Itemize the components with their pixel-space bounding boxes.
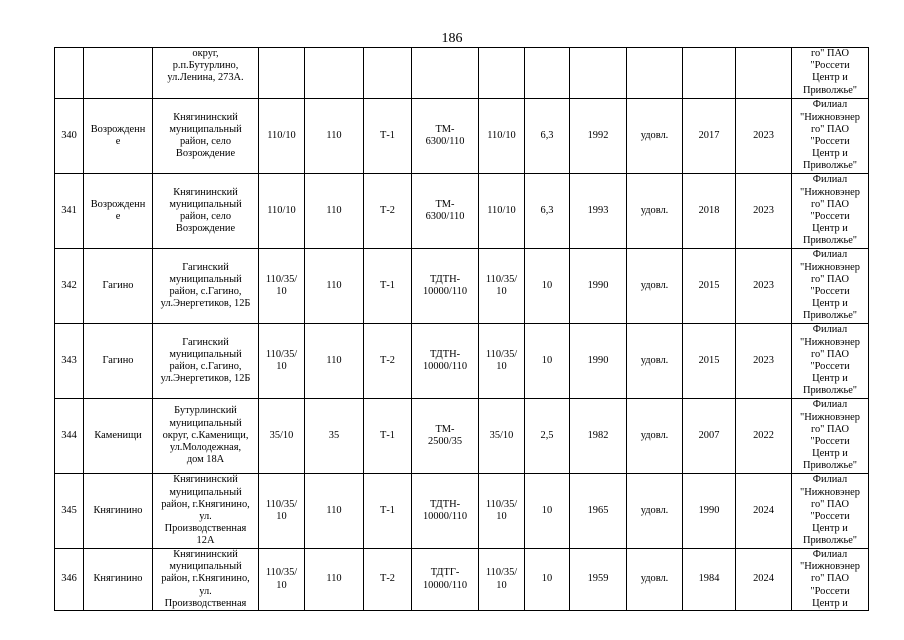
power-cell — [525, 48, 570, 99]
owner-cell: Филиал "Нижновэнер го" ПАО "Россети Центр и Приволжье" — [792, 324, 869, 399]
nominal-voltage-cell — [305, 48, 364, 99]
winding-voltage-cell: 110/10 — [479, 99, 525, 174]
row-number-cell: 341 — [55, 174, 84, 249]
manufacture-year-cell — [570, 48, 627, 99]
row-number-cell: 340 — [55, 99, 84, 174]
nominal-voltage-cell: 110 — [305, 324, 364, 399]
last-repair-year-cell: 1984 — [683, 549, 736, 611]
transformer-id-cell — [364, 48, 412, 99]
substation-name-cell: Гагино — [84, 249, 153, 324]
next-repair-year-cell: 2022 — [736, 399, 792, 474]
address-cell: Княгининский муниципальный район, село Возрождение — [153, 99, 259, 174]
condition-cell: удовл. — [627, 99, 683, 174]
row-number-cell: 343 — [55, 324, 84, 399]
power-cell: 6,3 — [525, 174, 570, 249]
winding-voltage-cell — [479, 48, 525, 99]
table-row-continued — [55, 48, 869, 99]
owner-cell: Филиал "Нижновэнер го" ПАО "Россети Центр и Приволжье" — [792, 399, 869, 474]
power-cell: 10 — [525, 249, 570, 324]
owner-cell: Филиал "Нижновэнер го" ПАО "Россети Центр и Приволжье" — [792, 99, 869, 174]
condition-cell: удовл. — [627, 474, 683, 549]
winding-voltage-cell: 35/10 — [479, 399, 525, 474]
last-repair-year-cell: 2015 — [683, 324, 736, 399]
owner-cell: Филиал "Нижновэнер го" ПАО "Россети Центр и — [792, 549, 869, 611]
nominal-voltage-cell: 110 — [305, 549, 364, 611]
row-number-cell: 346 — [55, 549, 84, 611]
voltage-class-cell: 110/35/ 10 — [259, 549, 305, 611]
winding-voltage-cell: 110/10 — [479, 174, 525, 249]
transformer-id-cell: Т-2 — [364, 324, 412, 399]
power-cell: 10 — [525, 324, 570, 399]
address-cell: Княгининский муниципальный район, г.Княгинино, ул. Производственная — [153, 549, 259, 611]
voltage-class-cell: 110/35/ 10 — [259, 249, 305, 324]
winding-voltage-cell: 110/35/ 10 — [479, 549, 525, 611]
winding-voltage-cell: 110/35/ 10 — [479, 474, 525, 549]
manufacture-year-cell: 1990 — [570, 249, 627, 324]
table-row — [55, 549, 869, 611]
substation-name-cell: Возрожденн е — [84, 174, 153, 249]
substation-name-cell: Каменищи — [84, 399, 153, 474]
table-row — [55, 174, 869, 249]
transformer-id-cell: Т-1 — [364, 399, 412, 474]
table-row — [55, 399, 869, 474]
table-row — [55, 99, 869, 174]
transformer-type-cell: ТМ- 6300/110 — [412, 174, 479, 249]
manufacture-year-cell: 1992 — [570, 99, 627, 174]
transformer-type-cell: ТДТН- 10000/110 — [412, 249, 479, 324]
nominal-voltage-cell: 35 — [305, 399, 364, 474]
condition-cell: удовл. — [627, 249, 683, 324]
address-cell: Княгининский муниципальный район, г.Княгинино, ул. Производственная 12А — [153, 474, 259, 549]
power-cell: 10 — [525, 549, 570, 611]
substation-transformer-table — [54, 47, 869, 611]
transformer-id-cell: Т-2 — [364, 549, 412, 611]
power-cell: 6,3 — [525, 99, 570, 174]
last-repair-year-cell: 2018 — [683, 174, 736, 249]
manufacture-year-cell: 1965 — [570, 474, 627, 549]
manufacture-year-cell: 1990 — [570, 324, 627, 399]
page-number: 186 — [441, 31, 463, 46]
next-repair-year-cell: 2023 — [736, 99, 792, 174]
address-cell: Княгининский муниципальный район, село Возрождение — [153, 174, 259, 249]
substation-name-cell: Гагино — [84, 324, 153, 399]
voltage-class-cell: 110/10 — [259, 174, 305, 249]
condition-cell: удовл. — [627, 549, 683, 611]
owner-cell: го" ПАО "Россети Центр и Приволжье" — [792, 48, 869, 99]
condition-cell: удовл. — [627, 324, 683, 399]
condition-cell — [627, 48, 683, 99]
last-repair-year-cell: 2015 — [683, 249, 736, 324]
winding-voltage-cell: 110/35/ 10 — [479, 324, 525, 399]
last-repair-year-cell — [683, 48, 736, 99]
substation-name-cell: Княгинино — [84, 474, 153, 549]
winding-voltage-cell: 110/35/ 10 — [479, 249, 525, 324]
transformer-type-cell: ТМ- 6300/110 — [412, 99, 479, 174]
voltage-class-cell: 110/35/ 10 — [259, 324, 305, 399]
manufacture-year-cell: 1959 — [570, 549, 627, 611]
substation-name-cell — [84, 48, 153, 99]
table-row — [55, 249, 869, 324]
nominal-voltage-cell: 110 — [305, 249, 364, 324]
next-repair-year-cell: 2023 — [736, 249, 792, 324]
owner-cell: Филиал "Нижновэнер го" ПАО "Россети Центр и Приволжье" — [792, 174, 869, 249]
last-repair-year-cell: 1990 — [683, 474, 736, 549]
transformer-type-cell: ТДТН- 10000/110 — [412, 474, 479, 549]
next-repair-year-cell — [736, 48, 792, 99]
condition-cell: удовл. — [627, 399, 683, 474]
substation-name-cell: Княгинино — [84, 549, 153, 611]
last-repair-year-cell: 2017 — [683, 99, 736, 174]
row-number-cell — [55, 48, 84, 99]
row-number-cell: 342 — [55, 249, 84, 324]
owner-cell: Филиал "Нижновэнер го" ПАО "Россети Центр и Приволжье" — [792, 249, 869, 324]
condition-cell: удовл. — [627, 174, 683, 249]
power-cell: 2,5 — [525, 399, 570, 474]
nominal-voltage-cell: 110 — [305, 174, 364, 249]
transformer-type-cell — [412, 48, 479, 99]
address-cell: Бутурлинский муниципальный округ, с.Каменищи, ул.Молодежная, дом 18А — [153, 399, 259, 474]
last-repair-year-cell: 2007 — [683, 399, 736, 474]
transformer-type-cell: ТМ- 2500/35 — [412, 399, 479, 474]
manufacture-year-cell: 1982 — [570, 399, 627, 474]
address-cell: Гагинский муниципальный район, с.Гагино, ул.Энергетиков, 12Б — [153, 324, 259, 399]
next-repair-year-cell: 2023 — [736, 174, 792, 249]
voltage-class-cell — [259, 48, 305, 99]
transformer-id-cell: Т-2 — [364, 174, 412, 249]
power-cell: 10 — [525, 474, 570, 549]
nominal-voltage-cell: 110 — [305, 474, 364, 549]
next-repair-year-cell: 2024 — [736, 474, 792, 549]
voltage-class-cell: 110/10 — [259, 99, 305, 174]
next-repair-year-cell: 2024 — [736, 549, 792, 611]
transformer-id-cell: Т-1 — [364, 249, 412, 324]
voltage-class-cell: 35/10 — [259, 399, 305, 474]
nominal-voltage-cell: 110 — [305, 99, 364, 174]
row-number-cell: 345 — [55, 474, 84, 549]
voltage-class-cell: 110/35/ 10 — [259, 474, 305, 549]
transformer-type-cell: ТДТГ- 10000/110 — [412, 549, 479, 611]
next-repair-year-cell: 2023 — [736, 324, 792, 399]
manufacture-year-cell: 1993 — [570, 174, 627, 249]
table-row — [55, 474, 869, 549]
substation-name-cell: Возрожденн е — [84, 99, 153, 174]
owner-cell: Филиал "Нижновэнер го" ПАО "Россети Центр и Приволжье" — [792, 474, 869, 549]
transformer-id-cell: Т-1 — [364, 474, 412, 549]
table-row — [55, 324, 869, 399]
transformer-id-cell: Т-1 — [364, 99, 412, 174]
row-number-cell: 344 — [55, 399, 84, 474]
address-cell: округ, р.п.Бутурлино, ул.Ленина, 273А. — [153, 48, 259, 99]
address-cell: Гагинский муниципальный район, с.Гагино, ул.Энергетиков, 12Б — [153, 249, 259, 324]
transformer-type-cell: ТДТН- 10000/110 — [412, 324, 479, 399]
